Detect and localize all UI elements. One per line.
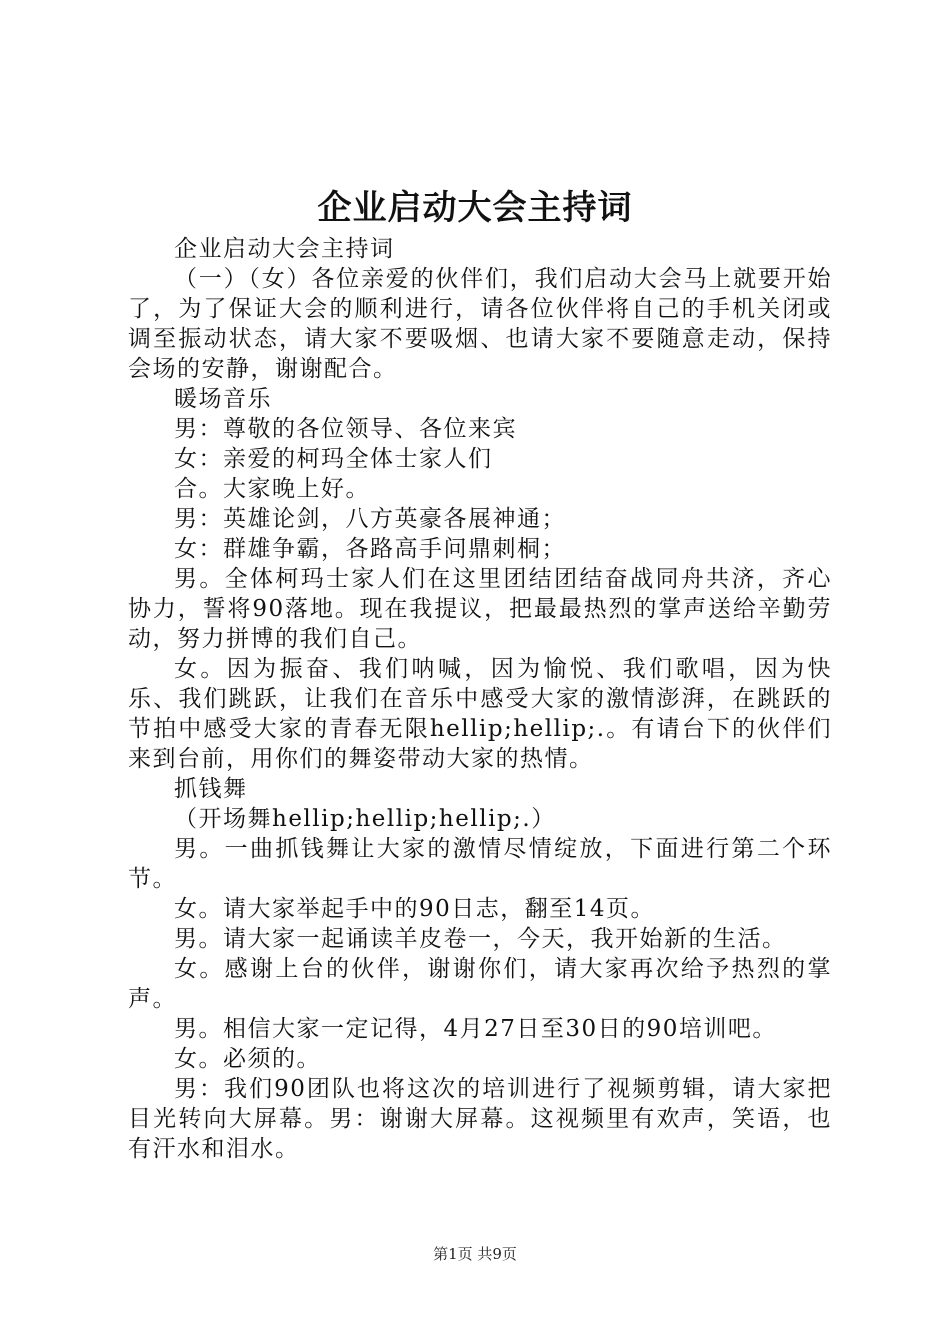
document-body bbox=[128, 234, 832, 1164]
paragraph: 男。一曲抓钱舞让大家的激情尽情绽放，下面进行第二个环节。 bbox=[128, 836, 832, 892]
paragraph: 企业启动大会主持词 bbox=[174, 236, 395, 262]
paragraph: （开场舞hellip;hellip;hellip;.） bbox=[174, 806, 556, 832]
paragraph: 男：我们90团队也将这次的培训进行了视频剪辑，请大家把目光转向大屏幕。男：谢谢大屏幕。这视频里有欢声，笑语，也有汗水和泪水。 bbox=[128, 1076, 832, 1162]
paragraph: 合。大家晚上好。 bbox=[174, 476, 370, 502]
paragraph: 男。相信大家一定记得，4月27日至30日的90培训吧。 bbox=[174, 1016, 777, 1042]
paragraph: 女：亲爱的柯玛全体士家人们 bbox=[174, 446, 493, 472]
page-footer: 第1页 共9页 bbox=[433, 1245, 517, 1263]
paragraph: 女。必须的。 bbox=[174, 1046, 321, 1072]
paragraph: 男。请大家一起诵读羊皮卷一，今天，我开始新的生活。 bbox=[174, 926, 787, 952]
paragraph: 男：英雄论剑，八方英豪各展神通； bbox=[174, 506, 566, 532]
paragraph: 男。全体柯玛士家人们在这里团结团结奋战同舟共济，齐心协力，誓将90落地。现在我提议，把最最热烈的掌声送给辛勤劳动，努力拼博的我们自己。 bbox=[128, 566, 832, 652]
paragraph: 男：尊敬的各位领导、各位来宾 bbox=[174, 416, 517, 442]
paragraph: 女：群雄争霸，各路高手问鼎刺桐； bbox=[174, 536, 566, 562]
document-title: 企业启动大会主持词 bbox=[317, 188, 633, 228]
paragraph: 暖场音乐 bbox=[174, 386, 272, 412]
paragraph: 抓钱舞 bbox=[174, 776, 248, 802]
paragraph: 女。感谢上台的伙伴，谢谢你们，请大家再次给予热烈的掌声。 bbox=[128, 956, 832, 1012]
paragraph: 女。请大家举起手中的90日志，翻至14页。 bbox=[174, 896, 656, 922]
paragraph: （一）（女）各位亲爱的伙伴们，我们启动大会马上就要开始了，为了保证大会的顺利进行，请各位伙伴将自己的手机关闭或调至振动状态，请大家不要吸烟、也请大家不要随意走动，保持会场的安静，谢谢配合。 bbox=[128, 266, 832, 382]
paragraph: 女。因为振奋、我们呐喊，因为愉悦、我们歌唱，因为快乐、我们跳跃，让我们在音乐中感受大家的激情澎湃，在跳跃的节拍中感受大家的青春无限hellip;hellip;.。有请台下的伙伴们来到台前，用你们的舞姿带动大家的热情。 bbox=[128, 656, 832, 772]
